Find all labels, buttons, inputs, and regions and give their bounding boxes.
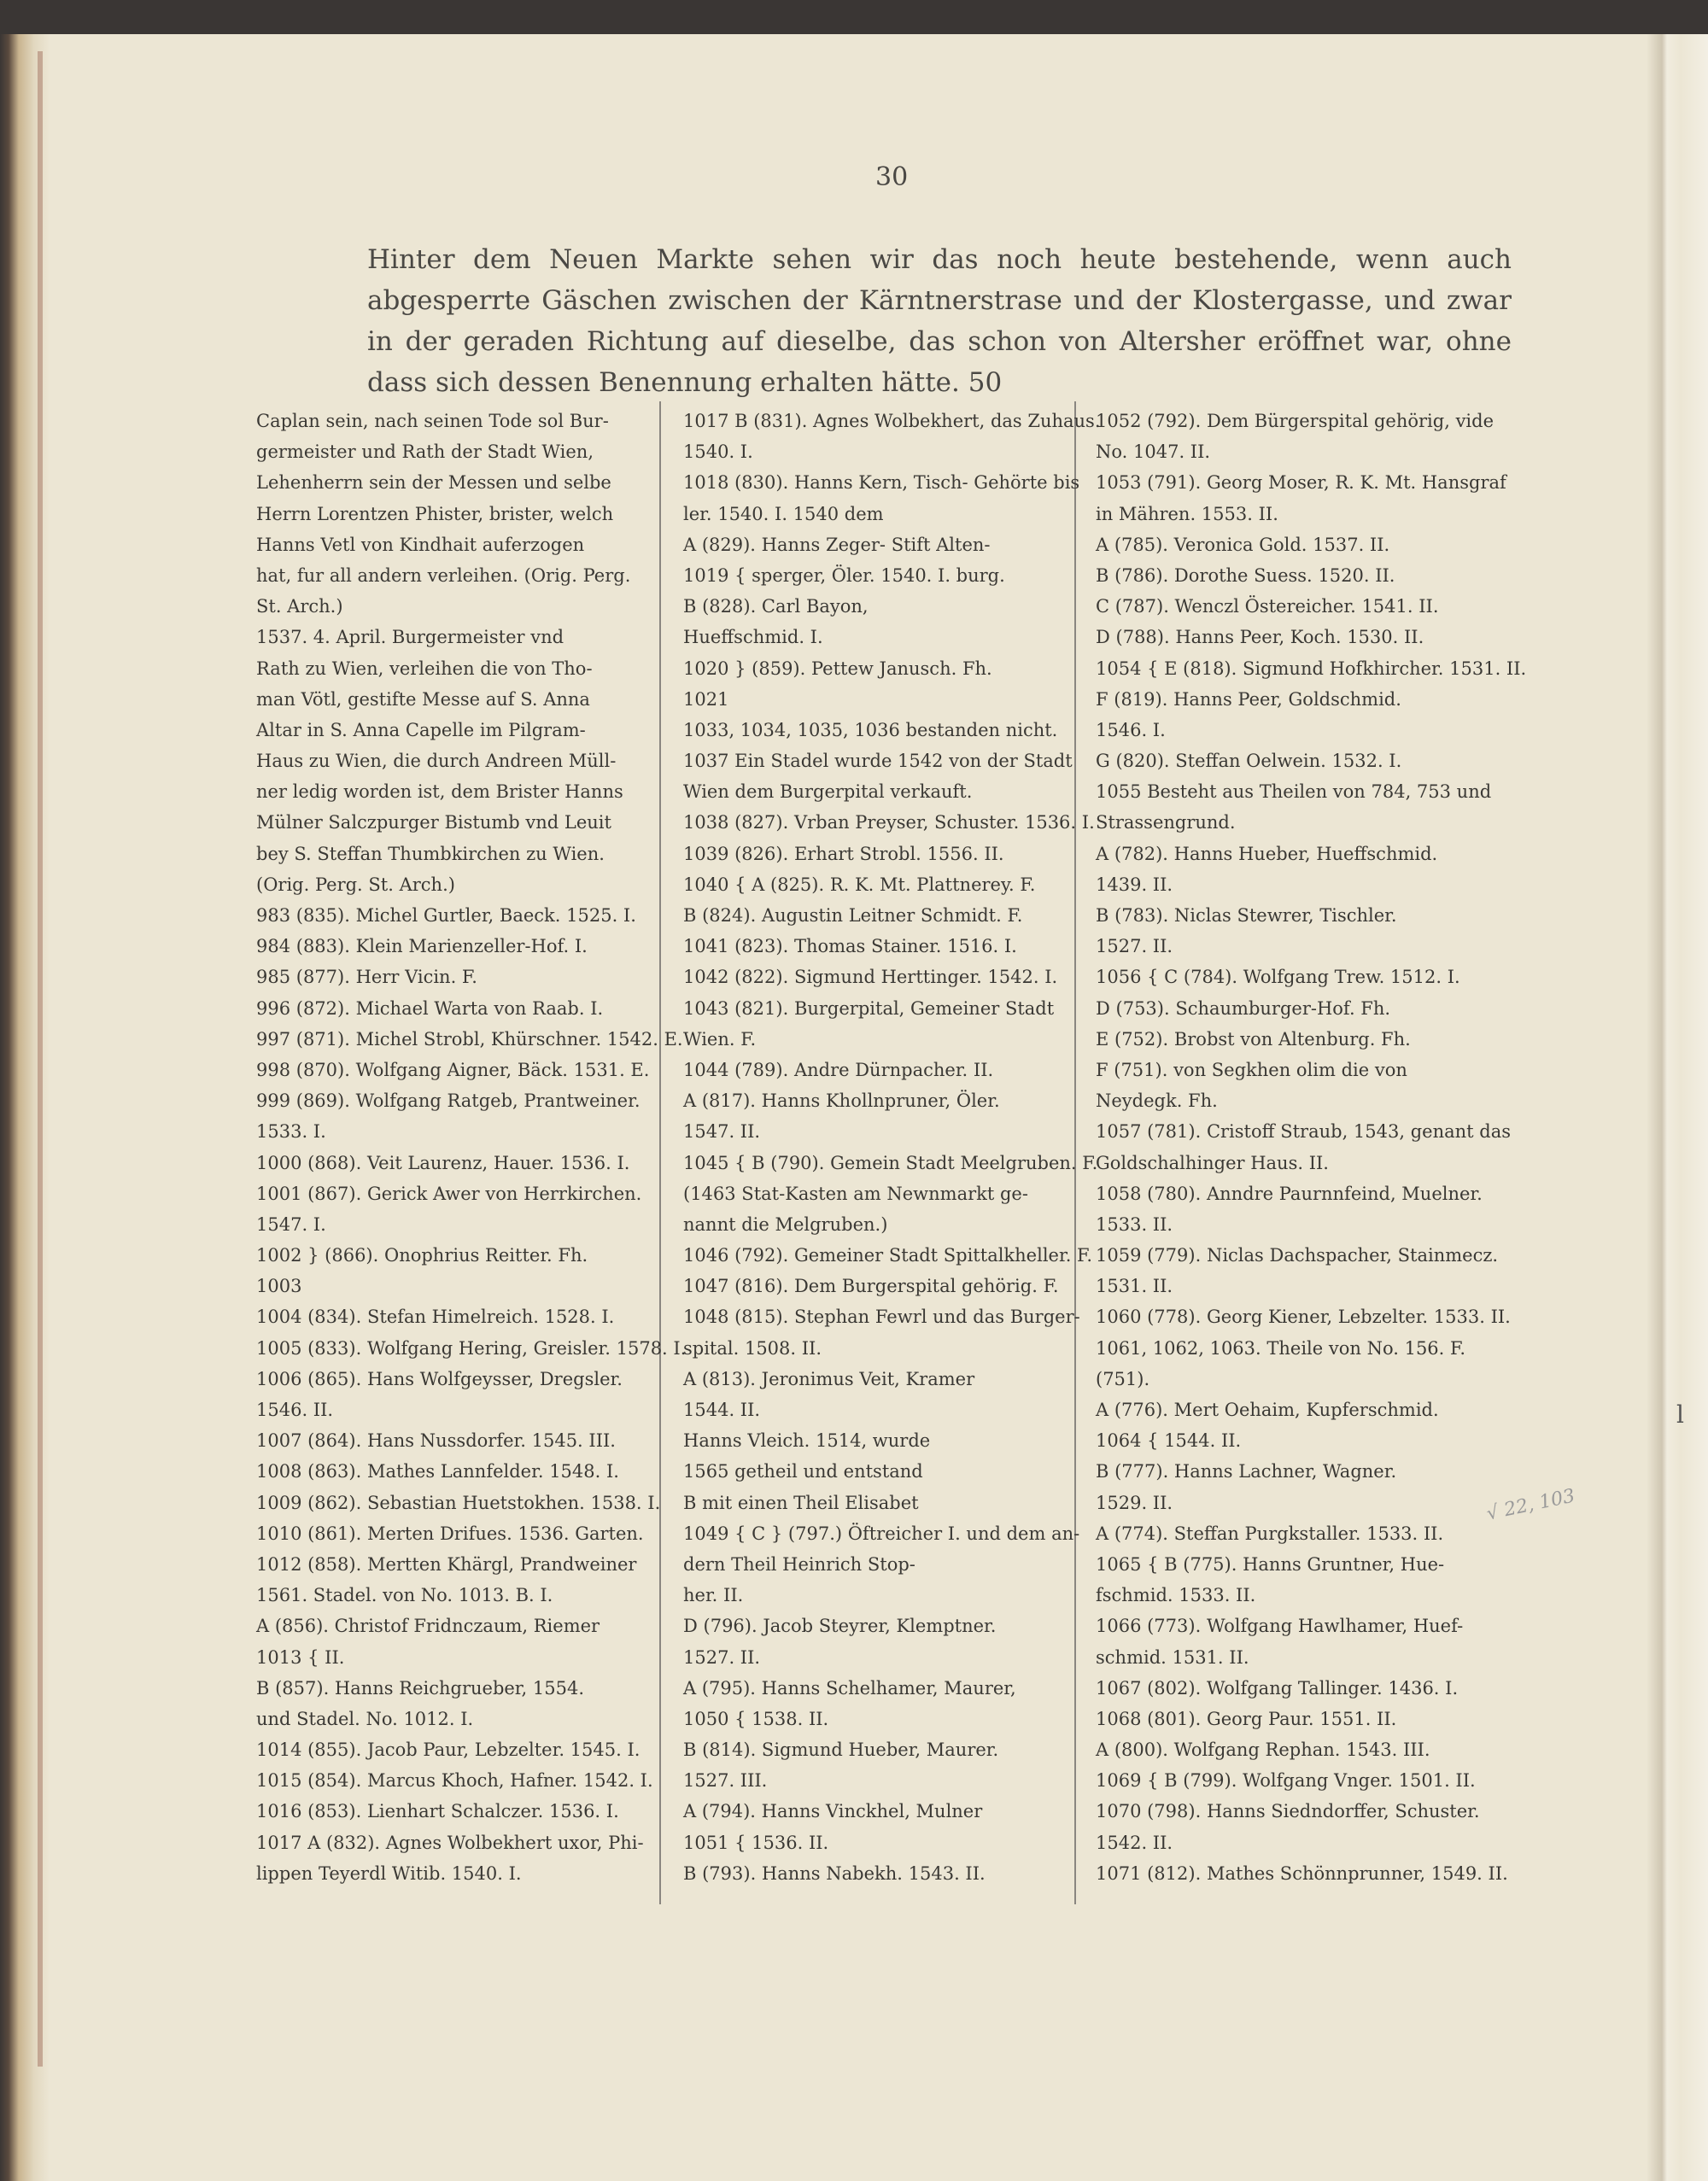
entry-line: schmid. 1531. II. <box>1096 1646 1249 1668</box>
column-2 <box>683 406 1101 1889</box>
entry-line: 1540. I. <box>683 441 753 463</box>
entry-line: und Stadel. No. 1012. I. <box>256 1708 474 1729</box>
entry-line: 1046 (792). Gemeiner Stadt Spittalkheller. F. <box>683 1245 1093 1266</box>
entry-line: germeister und Rath der Stadt Wien, <box>256 441 594 463</box>
entry-line: A (776). Mert Oehaim, Kupferschmid. <box>1096 1400 1439 1420</box>
entry-line: hat, fur all andern verleihen. (Orig. Perg. <box>256 564 631 586</box>
entry-line: Hanns Vleich. 1514, wurde <box>683 1430 931 1452</box>
entry-line: 999 (869). Wolfgang Ratgeb, Prantweiner. <box>256 1090 640 1112</box>
entry-line: 1017 B (831). Agnes Wolbekhert, das Zuhaus. <box>683 411 1101 431</box>
entry-line: G (820). Steffan Oelwein. 1532. I. <box>1096 751 1402 772</box>
column-3 <box>1096 406 1527 1889</box>
entry-line: 1546. I. <box>1096 719 1166 740</box>
entry-line: 1561. Stadel. von No. 1013. B. I. <box>256 1585 553 1606</box>
entry-line: 1009 (862). Sebastian Huetstokhen. 1538. I. <box>256 1492 661 1513</box>
entry-line: 1529. II. <box>1096 1492 1173 1513</box>
entry-line: dern Theil Heinrich Stop- <box>683 1553 915 1575</box>
entry-line: 1020 } (859). Pettew Janusch. Fh. <box>683 658 992 679</box>
entry-line: (1463 Stat-Kasten am Newnmarkt ge- <box>683 1183 1028 1204</box>
entry-line: 1439. II. <box>1096 874 1173 895</box>
entry-line: 1069 { B (799). Wolfgang Vnger. 1501. II. <box>1096 1770 1476 1792</box>
column-1 <box>256 406 687 1889</box>
entry-line: C (787). Wenczl Östereicher. 1541. II. <box>1096 596 1439 617</box>
entry-line: D (796). Jacob Steyrer, Klemptner. <box>683 1616 997 1637</box>
entry-line: 1070 (798). Hanns Siedndorffer, Schuster. <box>1096 1801 1480 1822</box>
entry-line: 1000 (868). Veit Laurenz, Hauer. 1536. I. <box>256 1152 630 1173</box>
entry-line: 1527. II. <box>1096 936 1173 957</box>
entry-line: Mülner Salczpurger Bistumb vnd Leuit <box>256 812 611 833</box>
entry-line: A (829). Hanns Zeger- Stift Alten- <box>683 534 991 555</box>
entry-line: 1038 (827). Vrban Preyser, Schuster. 1536. I. <box>683 812 1095 833</box>
entry-line: man Vötl, gestifte Messe auf S. Anna <box>256 688 590 710</box>
entry-line: in Mähren. 1553. II. <box>1096 503 1278 524</box>
entry-line: 1054 { E (818). Sigmund Hofkhircher. 1531. II. <box>1096 658 1527 679</box>
entry-line: 1053 (791). Georg Moser, R. K. Mt. Hansgraf <box>1096 472 1506 494</box>
entry-line: A (817). Hanns Khollnpruner, Öler. <box>683 1090 1000 1112</box>
entry-line: 1061, 1062, 1063. Theile von No. 156. F. <box>1096 1337 1465 1359</box>
entry-line: 1013 { II. <box>256 1646 345 1668</box>
entry-line: 1066 (773). Wolfgang Hawlhamer, Huef- <box>1096 1616 1464 1637</box>
entry-line: A (800). Wolfgang Rephan. 1543. III. <box>1096 1740 1430 1761</box>
entry-line: 1542. II. <box>1096 1832 1173 1853</box>
entry-line: 1531. II. <box>1096 1276 1173 1297</box>
entry-line: B (857). Hanns Reichgrueber, 1554. <box>256 1677 585 1699</box>
entry-line: 1019 { sperger, Öler. 1540. I. burg. <box>683 564 1005 586</box>
entry-line: A (785). Veronica Gold. 1537. II. <box>1096 534 1390 555</box>
entry-line: 1016 (853). Lienhart Schalczer. 1536. I. <box>256 1801 619 1822</box>
intro-paragraph: Hinter dem Neuen Markte sehen wir das noch heute bestehende, wenn auch abgesperrte Gäschen zwischen der Kärntnerstrase und der Klostergasse, und zwar in der geraden Richtung auf dieselbe, das schon von Altersher eröffnet war, ohne dass sich dessen Benennung erhalten hätte. 50 <box>367 244 1512 398</box>
entry-line: Strassengrund. <box>1096 812 1236 833</box>
entry-line: Lehenherrn sein der Messen und selbe <box>256 472 611 494</box>
entry-line: 1018 (830). Hanns Kern, Tisch- Gehörte bis <box>683 472 1080 494</box>
entry-line: Hueffschmid. I. <box>683 627 823 648</box>
entry-line: 983 (835). Michel Gurtler, Baeck. 1525. I. <box>256 905 636 926</box>
entry-line: 1544. II. <box>683 1400 761 1420</box>
entry-line: 1057 (781). Cristoff Straub, 1543, genant das <box>1096 1121 1512 1143</box>
entry-line: 1527. II. <box>683 1646 761 1668</box>
entry-line: Hanns Vetl von Kindhait auferzogen <box>256 534 585 555</box>
entry-line: 1052 (792). Dem Bürgerspital gehörig, vide <box>1096 411 1494 431</box>
entry-line: 1040 { A (825). R. K. Mt. Plattnerey. F. <box>683 874 1036 895</box>
entry-line: 1006 (865). Hans Wolfgeysser, Dregsler. <box>256 1368 623 1389</box>
entry-line: 1047 (816). Dem Burgerspital gehörig. F. <box>683 1276 1059 1297</box>
entry-line: Herrn Lorentzen Phister, brister, welch <box>256 503 614 524</box>
entry-line: 1056 { C (784). Wolfgang Trew. 1512. I. <box>1096 967 1460 988</box>
entry-line: B mit einen Theil Elisabet <box>683 1492 919 1513</box>
entry-line: lippen Teyerdl Witib. 1540. I. <box>256 1862 522 1884</box>
entry-line: 1007 (864). Hans Nussdorfer. 1545. III. <box>256 1430 616 1452</box>
entry-line: Wien dem Burgerpital verkauft. <box>683 781 973 803</box>
entry-line: ler. 1540. I. 1540 dem <box>683 503 884 524</box>
entry-line: 1017 A (832). Agnes Wolbekhert uxor, Phi- <box>256 1832 644 1853</box>
entry-line: Neydegk. Fh. <box>1096 1090 1218 1112</box>
entry-line: 1058 (780). Anndre Paurnnfeind, Muelner. <box>1096 1183 1483 1204</box>
margin-mark: l <box>1676 1400 1684 1429</box>
entry-line: 1005 (833). Wolfgang Hering, Greisler. 1578. I. <box>256 1337 687 1359</box>
entry-line: 1044 (789). Andre Dürnpacher. II. <box>683 1059 994 1080</box>
entry-line: F (751). von Segkhen olim die von <box>1096 1059 1407 1080</box>
entry-line: 1003 <box>256 1276 302 1297</box>
entry-line: 1533. I. <box>256 1121 326 1143</box>
entry-line: 1064 { 1544. II. <box>1096 1430 1242 1452</box>
entry-line: A (856). Christof Fridnczaum, Riemer <box>256 1616 600 1637</box>
entry-line: 1547. II. <box>683 1121 761 1143</box>
entry-line: Wien. F. <box>683 1028 757 1050</box>
entry-line: B (814). Sigmund Hueber, Maurer. <box>683 1740 999 1761</box>
entry-line: 1045 { B (790). Gemein Stadt Meelgruben. F. <box>683 1152 1098 1173</box>
entry-line: Goldschalhinger Haus. II. <box>1096 1152 1329 1173</box>
entry-line: B (777). Hanns Lachner, Wagner. <box>1096 1461 1397 1482</box>
entry-line: 1059 (779). Niclas Dachspacher, Stainmecz. <box>1096 1245 1499 1266</box>
entry-line: 1008 (863). Mathes Lannfelder. 1548. I. <box>256 1461 619 1482</box>
entry-line: 1533. II. <box>1096 1213 1173 1235</box>
entry-line: B (786). Dorothe Suess. 1520. II. <box>1096 564 1395 586</box>
entry-line: B (783). Niclas Stewrer, Tischler. <box>1096 905 1397 926</box>
entry-line: 1537. 4. April. Burgermeister vnd <box>256 627 564 648</box>
entry-line: 1037 Ein Stadel wurde 1542 von der Stadt <box>683 751 1073 772</box>
entry-line: 1043 (821). Burgerpital, Gemeiner Stadt <box>683 997 1055 1019</box>
entry-line: 997 (871). Michel Strobl, Khürschner. 1542. E. <box>256 1028 683 1050</box>
entry-line: 985 (877). Herr Vicin. F. <box>256 967 477 988</box>
entry-line: B (824). Augustin Leitner Schmidt. F. <box>683 905 1023 926</box>
entry-line: 1010 (861). Merten Drifues. 1536. Garten. <box>256 1523 644 1544</box>
entry-line: 1021 <box>683 688 729 710</box>
entry-line: A (782). Hanns Hueber, Hueffschmid. <box>1096 843 1438 864</box>
entry-line: (751). <box>1096 1368 1150 1389</box>
entry-line: 1071 (812). Mathes Schönnprunner, 1549. II. <box>1096 1862 1508 1884</box>
next-page-edge <box>1647 34 1708 2181</box>
entry-line: E (752). Brobst von Altenburg. Fh. <box>1096 1028 1411 1050</box>
entry-line: 1055 Besteht aus Theilen von 784, 753 und <box>1096 781 1492 803</box>
entry-line: A (795). Hanns Schelhamer, Maurer, <box>683 1677 1016 1699</box>
entry-line: 1039 (826). Erhart Strobl. 1556. II. <box>683 843 1004 864</box>
entry-line: 1527. III. <box>683 1770 768 1792</box>
entry-line: F (819). Hanns Peer, Goldschmid. <box>1096 688 1401 710</box>
entry-line: 1050 { 1538. II. <box>683 1708 829 1729</box>
entry-line: 998 (870). Wolfgang Aigner, Bäck. 1531. E. <box>256 1059 650 1080</box>
entry-line: Rath zu Wien, verleihen die von Tho- <box>256 658 593 679</box>
entry-line: 1565 getheil und entstand <box>683 1461 923 1482</box>
entry-line: Caplan sein, nach seinen Tode sol Bur- <box>256 411 609 431</box>
entry-line: 1004 (834). Stefan Himelreich. 1528. I. <box>256 1307 615 1328</box>
entry-line: No. 1047. II. <box>1096 441 1211 463</box>
entry-line: A (813). Jeronimus Veit, Kramer <box>683 1368 975 1389</box>
entry-line: fschmid. 1533. II. <box>1096 1585 1256 1606</box>
entry-line: 984 (883). Klein Marienzeller-Hof. I. <box>256 936 588 957</box>
entry-line: 1015 (854). Marcus Khoch, Hafner. 1542. I. <box>256 1770 653 1792</box>
entry-line: 1049 { C } (797.) Öftreicher I. und dem an- <box>683 1523 1080 1544</box>
entry-line: A (774). Steffan Purgkstaller. 1533. II. <box>1096 1523 1444 1544</box>
entry-line: ner ledig worden ist, dem Brister Hanns <box>256 781 623 803</box>
entry-line: her. II. <box>683 1585 744 1606</box>
entry-line: D (753). Schaumburger-Hof. Fh. <box>1096 997 1391 1019</box>
entry-line: 1002 } (866). Onophrius Reitter. Fh. <box>256 1245 588 1266</box>
entry-line: bey S. Steffan Thumbkirchen zu Wien. <box>256 843 605 864</box>
entry-line: D (788). Hanns Peer, Koch. 1530. II. <box>1096 627 1424 648</box>
entry-line: B (793). Hanns Nabekh. 1543. II. <box>683 1862 986 1884</box>
entry-line: 1067 (802). Wolfgang Tallinger. 1436. I. <box>1096 1677 1459 1699</box>
entry-line: 1001 (867). Gerick Awer von Herrkirchen. <box>256 1183 642 1204</box>
entry-line: 1012 (858). Mertten Khärgl, Prandweiner <box>256 1553 637 1575</box>
entry-line: 1065 { B (775). Hanns Gruntner, Hue- <box>1096 1553 1445 1575</box>
entry-line: 1014 (855). Jacob Paur, Lebzelter. 1545. I. <box>256 1740 640 1761</box>
entry-line: 996 (872). Michael Warta von Raab. I. <box>256 997 604 1019</box>
entry-line: St. Arch.) <box>256 596 343 617</box>
entry-line: 1060 (778). Georg Kiener, Lebzelter. 1533. II. <box>1096 1307 1511 1328</box>
pencil-annotation: √ 22, 103 <box>1484 1485 1577 1525</box>
entry-line: 1051 { 1536. II. <box>683 1832 829 1853</box>
entry-line: Haus zu Wien, die durch Andreen Müll- <box>256 751 617 772</box>
entry-line: 1547. I. <box>256 1213 326 1235</box>
entry-line: B (828). Carl Bayon, <box>683 596 869 617</box>
entry-line: nannt die Melgruben.) <box>683 1213 888 1235</box>
entry-line: 1033, 1034, 1035, 1036 bestanden nicht. <box>683 719 1058 740</box>
entry-line: Altar in S. Anna Capelle im Pilgram- <box>256 719 586 740</box>
entry-line: 1546. II. <box>256 1400 334 1420</box>
entry-line: (Orig. Perg. St. Arch.) <box>256 874 455 895</box>
entry-line: 1048 (815). Stephan Fewrl und das Burger- <box>683 1307 1080 1328</box>
entry-line: 1042 (822). Sigmund Herttinger. 1542. I. <box>683 967 1058 988</box>
entry-line: 1041 (823). Thomas Stainer. 1516. I. <box>683 936 1017 957</box>
entry-line: A (794). Hanns Vinckhel, Mulner <box>683 1801 983 1822</box>
spine-edge <box>38 51 43 2067</box>
entry-line: spital. 1508. II. <box>683 1337 822 1359</box>
entry-line: 1068 (801). Georg Paur. 1551. II. <box>1096 1708 1397 1729</box>
page-number: 30 <box>875 162 909 192</box>
